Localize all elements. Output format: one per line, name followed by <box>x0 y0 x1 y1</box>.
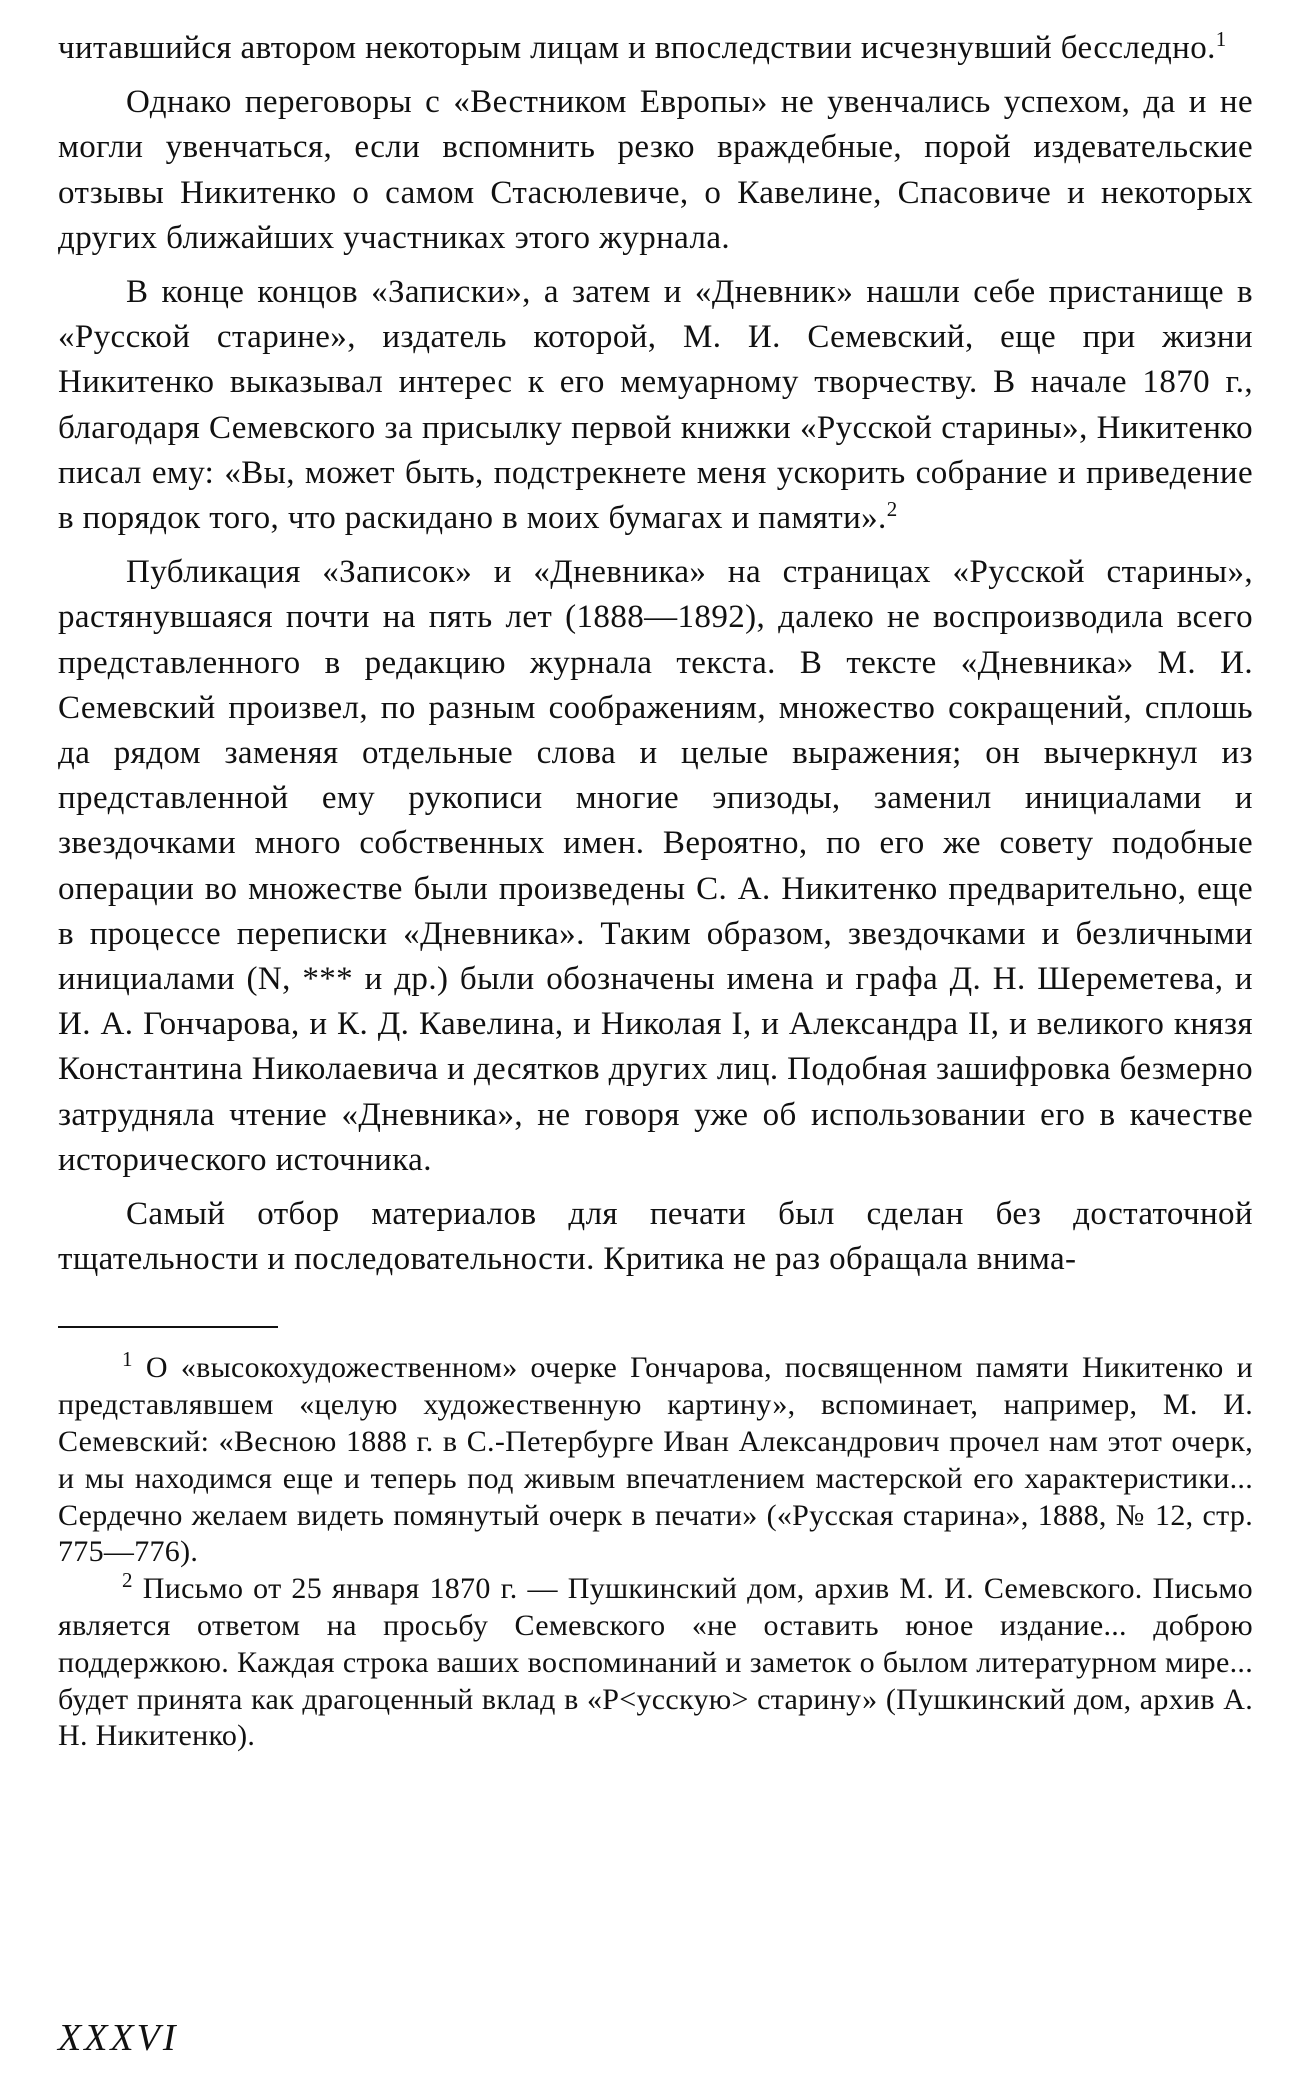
footnote <box>58 1347 1253 1571</box>
paragraph-continuation <box>58 26 1253 71</box>
footnotes <box>58 1347 1253 1755</box>
footnote-divider <box>58 1326 278 1328</box>
page-number: XXXVI <box>58 2017 179 2059</box>
footnote-mark: 1 <box>122 1347 133 1372</box>
footnote-ref: 1 <box>1215 27 1227 51</box>
paragraph: Публикация «Записок» и «Дневника» на страницах «Русской старины», растянувшаяся почти на пять лет (1888—1892), далеко не воспроизводила всего представленного в редакцию журнала текста. В тексте «Дневника» М. И. Семевский произвел, по разным соображениям, множество сокращений, сплошь да рядом заменяя отдельные слова и целые выражения; он вычеркнул из представленной ему рукописи многие эпизоды, заменил инициалами и звездочками много собственных имен. Вероятно, по его же совету подобные операции во множестве были произведены С. А. Никитенко предварительно, еще в процессе переписки «Дневника». Таким образом, звездочками и безличными инициалами (N, *** и др.) были обозначены имена и графа Д. Н. Шереметева, и И. А. Гончарова, и К. Д. Кавелина, и Николая I, и Александра II, и великого князя Константина Николаевича и десятков других лиц. Подобная зашифровка безмерно затрудняла чтение «Дневника», не говоря уже об использовании его в качестве исторического источника. <box>58 554 1253 1178</box>
footnote <box>58 1568 1253 1755</box>
paragraph-text: читавшийся автором некоторым лицам и впоследствии исчезнувший бесследно. <box>58 30 1216 66</box>
footnote-mark: 2 <box>122 1568 133 1593</box>
paragraph-text: В конце концов «Записки», а затем и «Дневник» нашли себе пристанище в «Русской старине», издатель которой, М. И. Семевский, еще при жизни Никитенко выказывал интерес к его мемуарному творчеству. В начале 1870 г., благодаря Семевского за присылку первой книжки «Русской старины», Никитенко писал ему: «Вы, может быть, подстрекнете меня ускорить собрание и приведение в порядок того, что раскидано в моих бумагах и памяти». <box>58 274 1253 537</box>
main-text <box>58 26 1253 1282</box>
paragraph: Самый отбор материалов для печати был сделан без достаточной тщательности и последовательности. Критика не раз обращала внима- <box>58 1196 1253 1278</box>
book-page <box>58 26 1253 1755</box>
footnote-ref: 2 <box>886 497 898 522</box>
paragraph: Однако переговоры с «Вестником Европы» не увенчались успехом, да и не могли увенчаться, если вспомнить резко враждебные, порой издевательские отзывы Никитенко о самом Стасюлевиче, о Кавелине, Спасовиче и некоторых других ближайших участниках этого журнала. <box>58 84 1253 256</box>
paragraph <box>58 270 1253 541</box>
footnote-text: Письмо от 25 января 1870 г. — Пушкинский дом, архив М. И. Семевского. Письмо является ответом на просьбу Семевского «не оставить юное издание... доброю поддержкою. Каждая строка ваших воспоминаний и заметок о былом литературном мире... будет принята как драгоценный вклад в «Р<усскую> старину» (Пушкинский дом, архив А. Н. Никитенко). <box>58 1572 1253 1753</box>
footnote-text: О «высокохудожественном» очерке Гончарова, посвященном памяти Никитенко и представлявшем «целую художественную картину», вспоминает, например, М. И. Семевский: «Весною 1888 г. в С.-Петербурге Иван Александрович прочел нам этот очерк, и мы находимся еще и теперь под живым впечатлением мастерской его характеристики... Сердечно желаем видеть помянутый очерк в печати» («Русская старина», 1888, № 12, стр. 775—776). <box>58 1351 1253 1569</box>
